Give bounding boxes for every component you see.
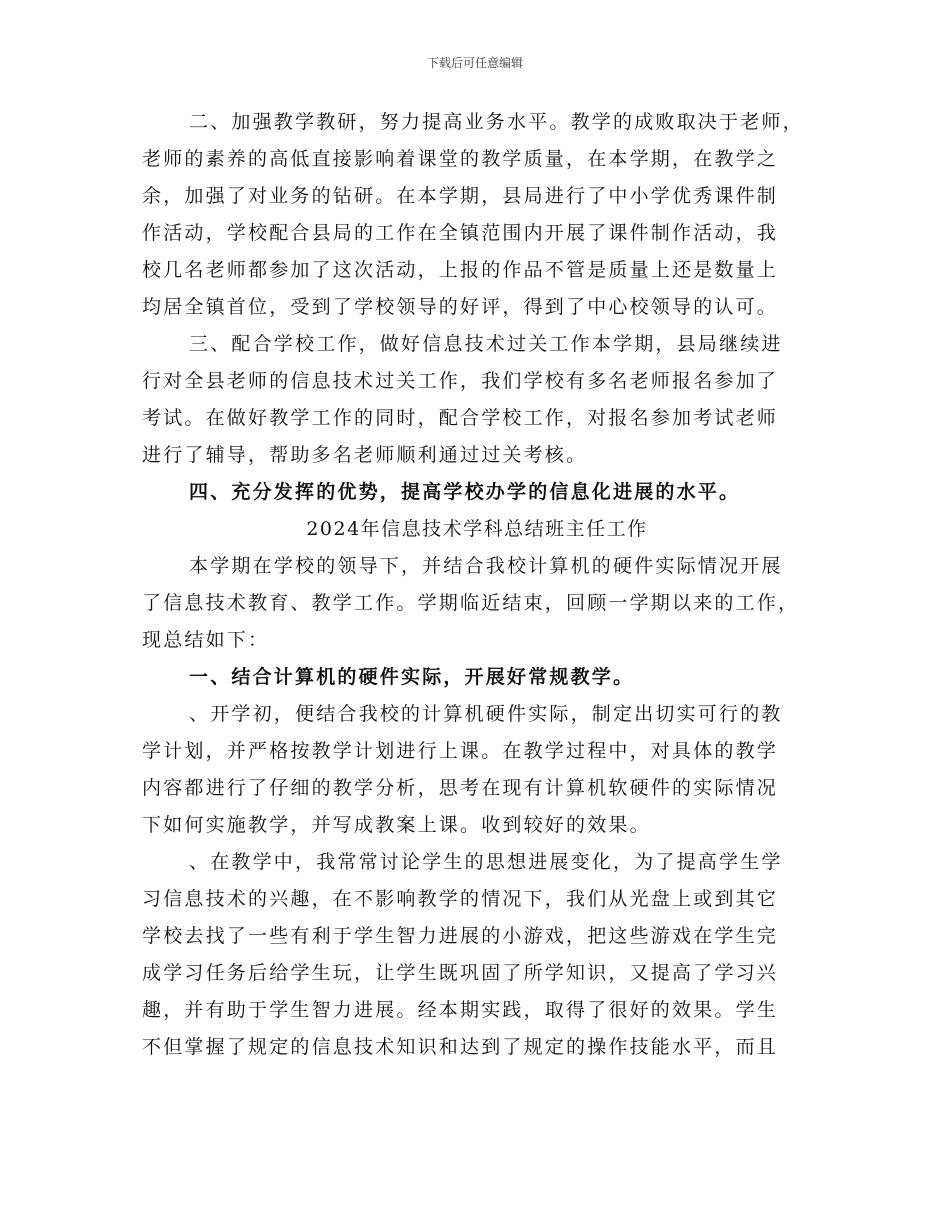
paragraph-line: 考试。在做好教学工作的同时，配合学校工作，对报名参加考试老师 [142, 407, 779, 429]
paragraph-line: 行对全县老师的信息技术过关工作，我们学校有多名老师报名参加了 [142, 370, 779, 392]
paragraph-line: 内容都进行了仔细的教学分析，思考在现有计算机软硬件的实际情况 [142, 777, 779, 799]
paragraph-line: 成学习任务后给学生玩，让学生既巩固了所学知识，又提高了学习兴 [142, 962, 779, 984]
paragraph-line: 、在教学中，我常常讨论学生的思想进展变化，为了提高学生学 [189, 851, 783, 873]
paragraph-line: 、开学初，便结合我校的计算机硬件实际，制定出切实可行的教 [189, 703, 783, 725]
page-header: 下载后可任意编辑 [426, 56, 523, 70]
paragraph-line: 下如何实施教学，并写成教案上课。收到较好的效果。 [142, 814, 651, 836]
paragraph-line: 三、配合学校工作，做好信息技术过关工作本学期，县局继续进 [189, 333, 783, 355]
document-title: 2024年信息技术学科总结班主任工作 [306, 518, 648, 540]
paragraph-line: 老师的素养的高低直接影响着课堂的教学质量，在本学期，在教学之 [142, 148, 779, 170]
paragraph-line: 现总结如下： [142, 629, 270, 651]
paragraph-line: 进行了辅导，帮助多名老师顺利通过过关考核。 [142, 444, 588, 466]
paragraph-line: 校几名老师都参加了这次活动，上报的作品不管是质量上还是数量上 [142, 259, 779, 281]
section-heading: 一、结合计算机的硬件实际，开展好常规教学。 [189, 666, 635, 688]
paragraph-line: 余，加强了对业务的钻研。在本学期，县局进行了中小学优秀课件制 [142, 185, 779, 207]
paragraph-line: 学计划，并严格按教学计划进行上课。在教学过程中，对具体的教学 [142, 740, 779, 762]
paragraph-line: 学校去找了一些有利于学生智力进展的小游戏，把这些游戏在学生完 [142, 925, 779, 947]
paragraph-line: 作活动，学校配合县局的工作在全镇范围内开展了课件制作活动，我 [142, 222, 779, 244]
paragraph-line: 了信息技术教育、教学工作。学期临近结束，回顾一学期以来的工作， [142, 592, 800, 614]
section-heading: 四、充分发挥的优势，提高学校办学的信息化进展的水平。 [189, 481, 741, 503]
document-body [142, 104, 812, 1066]
paragraph-line: 不但掌握了规定的信息技术知识和达到了规定的操作技能水平，而且 [142, 1036, 779, 1058]
paragraph-line: 习信息技术的兴趣，在不影响教学的情况下，我们从光盘上或到其它 [142, 888, 779, 910]
paragraph-line: 本学期在学校的领导下，并结合我校计算机的硬件实际情况开展 [189, 555, 783, 577]
paragraph-line: 趣，并有助于学生智力进展。经本期实践，取得了很好的效果。学生 [142, 999, 779, 1021]
paragraph-line: 二、加强教学教研，努力提高业务水平。教学的成败取决于老师， [189, 111, 804, 133]
paragraph-line: 均居全镇首位，受到了学校领导的好评，得到了中心校领导的认可。 [142, 296, 779, 318]
